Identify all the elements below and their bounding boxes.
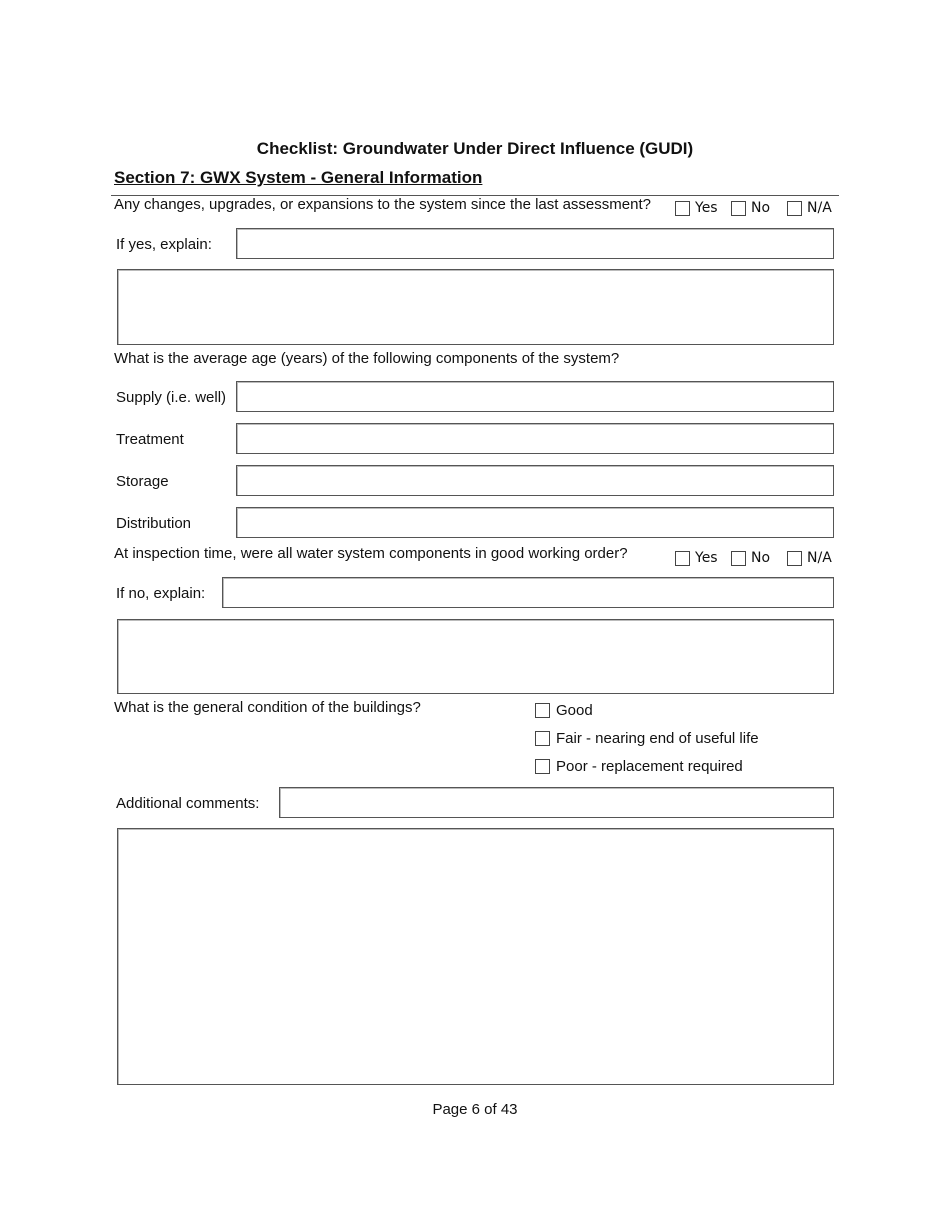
question-working-order: At inspection time, were all water system components in good working order? xyxy=(114,545,628,562)
buildings-poor-checkbox[interactable] xyxy=(535,759,550,774)
working-explain-textarea[interactable] xyxy=(117,619,834,694)
buildings-poor-option[interactable] xyxy=(535,758,743,775)
changes-no-label: No xyxy=(751,200,771,216)
buildings-fair-checkbox[interactable] xyxy=(535,731,550,746)
buildings-poor-label: Poor - replacement required xyxy=(556,758,743,775)
buildings-fair-label: Fair - nearing end of useful life xyxy=(556,730,759,747)
buildings-good-option[interactable] xyxy=(535,702,593,719)
distribution-label: Distribution xyxy=(116,515,192,532)
changes-no-option[interactable] xyxy=(731,200,770,216)
additional-comments-field[interactable] xyxy=(279,787,834,818)
if-yes-explain-field[interactable] xyxy=(236,228,834,259)
working-na-option[interactable] xyxy=(787,550,832,566)
question-average-age: What is the average age (years) of the following components of the system? xyxy=(114,350,620,367)
storage-label: Storage xyxy=(116,473,169,490)
changes-yes-option[interactable] xyxy=(675,200,718,216)
if-yes-explain-label: If yes, explain: xyxy=(116,236,212,253)
working-no-label: No xyxy=(751,550,771,566)
changes-yes-checkbox[interactable] xyxy=(675,201,690,216)
additional-comments-textarea[interactable] xyxy=(117,828,834,1085)
changes-na-option[interactable] xyxy=(787,200,832,216)
if-no-explain-field[interactable] xyxy=(222,577,834,608)
changes-yes-label: Yes xyxy=(695,200,718,216)
working-yes-option[interactable] xyxy=(675,550,718,566)
document-title: Checklist: Groundwater Under Direct Influence (GUDI) xyxy=(256,139,694,158)
question-buildings: What is the general condition of the buildings? xyxy=(114,699,421,716)
treatment-age-field[interactable] xyxy=(236,423,834,454)
working-no-checkbox[interactable] xyxy=(731,551,746,566)
changes-na-checkbox[interactable] xyxy=(787,201,802,216)
buildings-good-checkbox[interactable] xyxy=(535,703,550,718)
buildings-fair-option[interactable] xyxy=(535,730,759,747)
section-heading: Section 7: GWX System - General Information xyxy=(114,168,483,187)
working-yes-checkbox[interactable] xyxy=(675,551,690,566)
treatment-label: Treatment xyxy=(116,431,184,448)
changes-no-checkbox[interactable] xyxy=(731,201,746,216)
working-na-checkbox[interactable] xyxy=(787,551,802,566)
if-no-explain-label: If no, explain: xyxy=(116,585,206,602)
working-yes-label: Yes xyxy=(695,550,718,566)
storage-age-field[interactable] xyxy=(236,465,834,496)
supply-label: Supply (i.e. well) xyxy=(116,389,227,406)
buildings-good-label: Good xyxy=(556,702,593,719)
changes-explain-textarea[interactable] xyxy=(117,269,834,345)
page-number: Page 6 of 43 xyxy=(432,1101,518,1118)
question-changes: Any changes, upgrades, or expansions to the system since the last assessment? xyxy=(114,196,651,213)
changes-na-label: N/A xyxy=(807,200,832,216)
additional-comments-label: Additional comments: xyxy=(116,795,260,812)
working-na-label: N/A xyxy=(807,550,832,566)
working-no-option[interactable] xyxy=(731,550,770,566)
supply-age-field[interactable] xyxy=(236,381,834,412)
distribution-age-field[interactable] xyxy=(236,507,834,538)
